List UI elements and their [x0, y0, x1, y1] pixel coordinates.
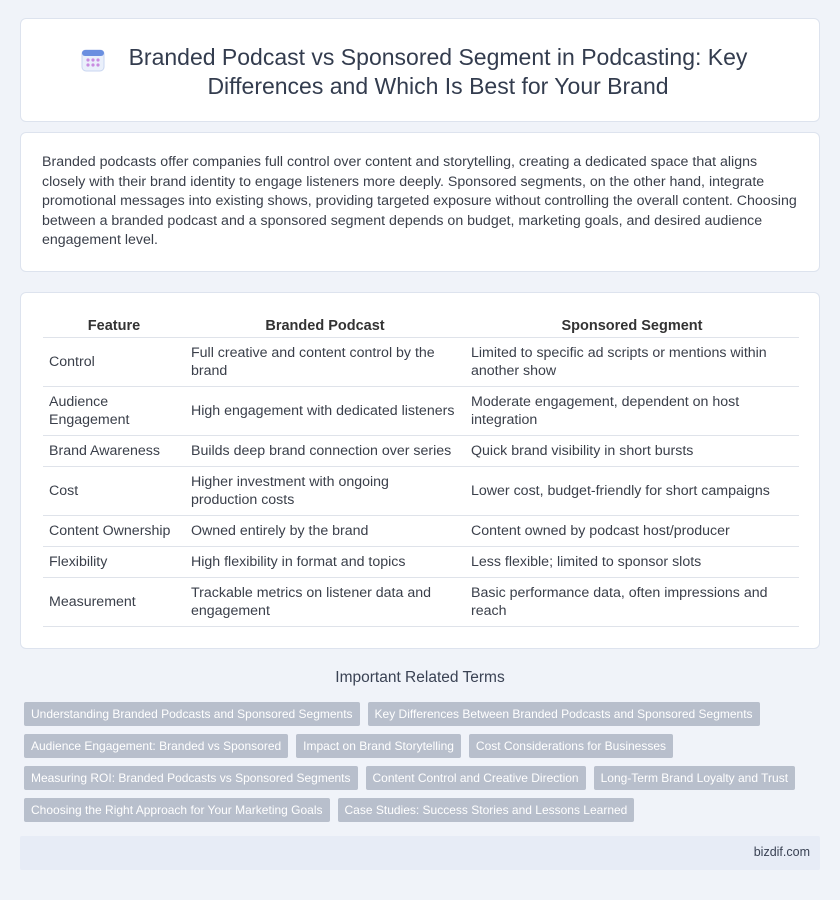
footer: [20, 836, 820, 870]
table-cell: Content Ownership: [43, 515, 185, 546]
table-cell: Cost: [43, 466, 185, 515]
table-cell: Higher investment with ongoing production costs: [185, 466, 465, 515]
comparison-table: [43, 315, 799, 627]
table-row: [43, 337, 799, 386]
table-cell: Basic performance data, often impressions and reach: [465, 577, 799, 626]
table-row: [43, 386, 799, 435]
table-cell: Limited to specific ad scripts or mentions within another show: [465, 337, 799, 386]
table-cell: Lower cost, budget-friendly for short campaigns: [465, 466, 799, 515]
table-header: Sponsored Segment: [465, 315, 799, 337]
calendar-icon: [80, 47, 106, 73]
intro-paragraph: Branded podcasts offer companies full control over content and storytelling, creating a dedicated space that aligns closely with their brand identity to engage listeners more deeply. Sponsored segments, on the other hand, integrate promotional messages into existing shows, providing targeted exposure without controlling the overall content. Choosing between a branded podcast and a sponsored segment depends on budget, marketing goals, and desired audience engagement level.: [42, 154, 797, 249]
table-cell: Quick brand visibility in short bursts: [465, 435, 799, 466]
table-cell: Content owned by podcast host/producer: [465, 515, 799, 546]
table-row: [43, 577, 799, 626]
comparison-card: [20, 292, 820, 649]
page-title: Branded Podcast vs Sponsored Segment in Podcasting: Key Differences and Which Is Best for Your Brand: [128, 44, 748, 99]
related-term-tag[interactable]: Cost Considerations for Businesses: [469, 734, 673, 758]
table-row: [43, 546, 799, 577]
table-cell: High engagement with dedicated listeners: [185, 386, 465, 435]
related-terms-title: Important Related Terms: [335, 669, 505, 686]
related-term-tag[interactable]: Audience Engagement: Branded vs Sponsored: [24, 734, 288, 758]
table-cell: Control: [43, 337, 185, 386]
related-term-tag[interactable]: Case Studies: Success Stories and Lessons Learned: [338, 798, 635, 822]
table-cell: Brand Awareness: [43, 435, 185, 466]
related-term-tag[interactable]: Content Control and Creative Direction: [366, 766, 586, 790]
table-cell: Full creative and content control by the brand: [185, 337, 465, 386]
table-row: [43, 466, 799, 515]
intro-card: [20, 132, 820, 272]
table-row: [43, 435, 799, 466]
table-cell: Measurement: [43, 577, 185, 626]
table-cell: Builds deep brand connection over series: [185, 435, 465, 466]
table-header: Feature: [43, 315, 185, 337]
table-cell: Moderate engagement, dependent on host integration: [465, 386, 799, 435]
table-cell: Audience Engagement: [43, 386, 185, 435]
table-cell: Less flexible; limited to sponsor slots: [465, 546, 799, 577]
related-terms-list: [24, 702, 804, 830]
related-term-tag[interactable]: Understanding Branded Podcasts and Sponsored Segments: [24, 702, 360, 726]
table-cell: Flexibility: [43, 546, 185, 577]
related-term-tag[interactable]: Impact on Brand Storytelling: [296, 734, 461, 758]
table-cell: Trackable metrics on listener data and engagement: [185, 577, 465, 626]
title-card: [20, 18, 820, 122]
site-name[interactable]: bizdif.com: [753, 845, 810, 859]
table-cell: High flexibility in format and topics: [185, 546, 465, 577]
table-cell: Owned entirely by the brand: [185, 515, 465, 546]
related-term-tag[interactable]: Key Differences Between Branded Podcasts and Sponsored Segments: [368, 702, 760, 726]
related-term-tag[interactable]: Measuring ROI: Branded Podcasts vs Sponsored Segments: [24, 766, 358, 790]
table-row: [43, 515, 799, 546]
table-header: Branded Podcast: [185, 315, 465, 337]
related-term-tag[interactable]: Choosing the Right Approach for Your Marketing Goals: [24, 798, 330, 822]
related-term-tag[interactable]: Long-Term Brand Loyalty and Trust: [594, 766, 795, 790]
